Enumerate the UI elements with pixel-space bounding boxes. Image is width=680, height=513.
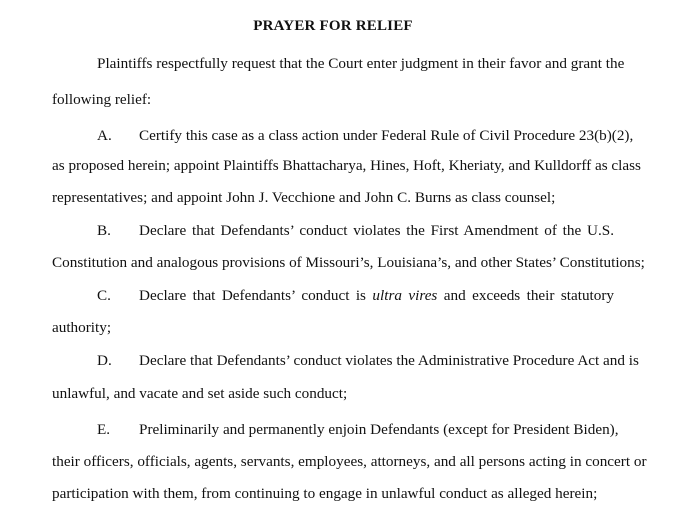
item-a-text-1: Certify this case as a class action under Federal Rule of Civil Procedure 23(b)(2), bbox=[139, 127, 634, 144]
item-c-text-em: ultra vires bbox=[372, 287, 438, 304]
item-d-line-1 bbox=[97, 352, 639, 370]
item-d-line-2: unlawful, and vacate and set aside such conduct; bbox=[52, 385, 348, 402]
item-e-line-3: participation with them, from continuing to engage in unlawful conduct as alleged herein; bbox=[52, 485, 598, 502]
item-a-marker: A. bbox=[97, 127, 112, 144]
intro-line-2: following relief: bbox=[52, 91, 152, 108]
item-c-line-1 bbox=[97, 287, 614, 305]
item-a-line-1 bbox=[97, 127, 634, 145]
item-b-line-1 bbox=[97, 222, 614, 240]
item-e-line-1 bbox=[97, 421, 619, 439]
item-a-line-3: representatives; and appoint John J. Vecchione and John C. Burns as class counsel; bbox=[52, 189, 556, 206]
item-c-text-post: and exceeds their statutory bbox=[443, 287, 615, 304]
item-e-marker: E. bbox=[97, 421, 111, 438]
item-c-line-2: authority; bbox=[52, 319, 112, 336]
item-e-text-1: Preliminarily and permanently enjoin Defendants (except for President Biden), bbox=[139, 421, 619, 438]
intro-line-1: Plaintiffs respectfully request that the Court enter judgment in their favor and grant the bbox=[97, 55, 625, 72]
item-c-text-pre: Declare that Defendants’ conduct is bbox=[139, 287, 366, 304]
item-d-text-1: Declare that Defendants’ conduct violates the Administrative Procedure Act and is bbox=[139, 352, 639, 369]
item-a-line-2: as proposed herein; appoint Plaintiffs Bhattacharya, Hines, Hoft, Kheriaty, and Kulldorff as class bbox=[52, 157, 641, 174]
section-title: PRAYER FOR RELIEF bbox=[253, 18, 413, 34]
item-c-marker: C. bbox=[97, 287, 111, 304]
item-d-marker: D. bbox=[97, 352, 112, 369]
item-b-line-2: Constitution and analogous provisions of Missouri’s, Louisiana’s, and other States’ Constitutions; bbox=[52, 254, 645, 271]
item-b-marker: B. bbox=[97, 222, 111, 239]
item-e-line-2: their officers, officials, agents, servants, employees, attorneys, and all persons acting in concert or bbox=[52, 453, 647, 470]
item-b-text-1: Declare that Defendants’ conduct violates the First Amendment of the U.S. bbox=[139, 222, 614, 239]
